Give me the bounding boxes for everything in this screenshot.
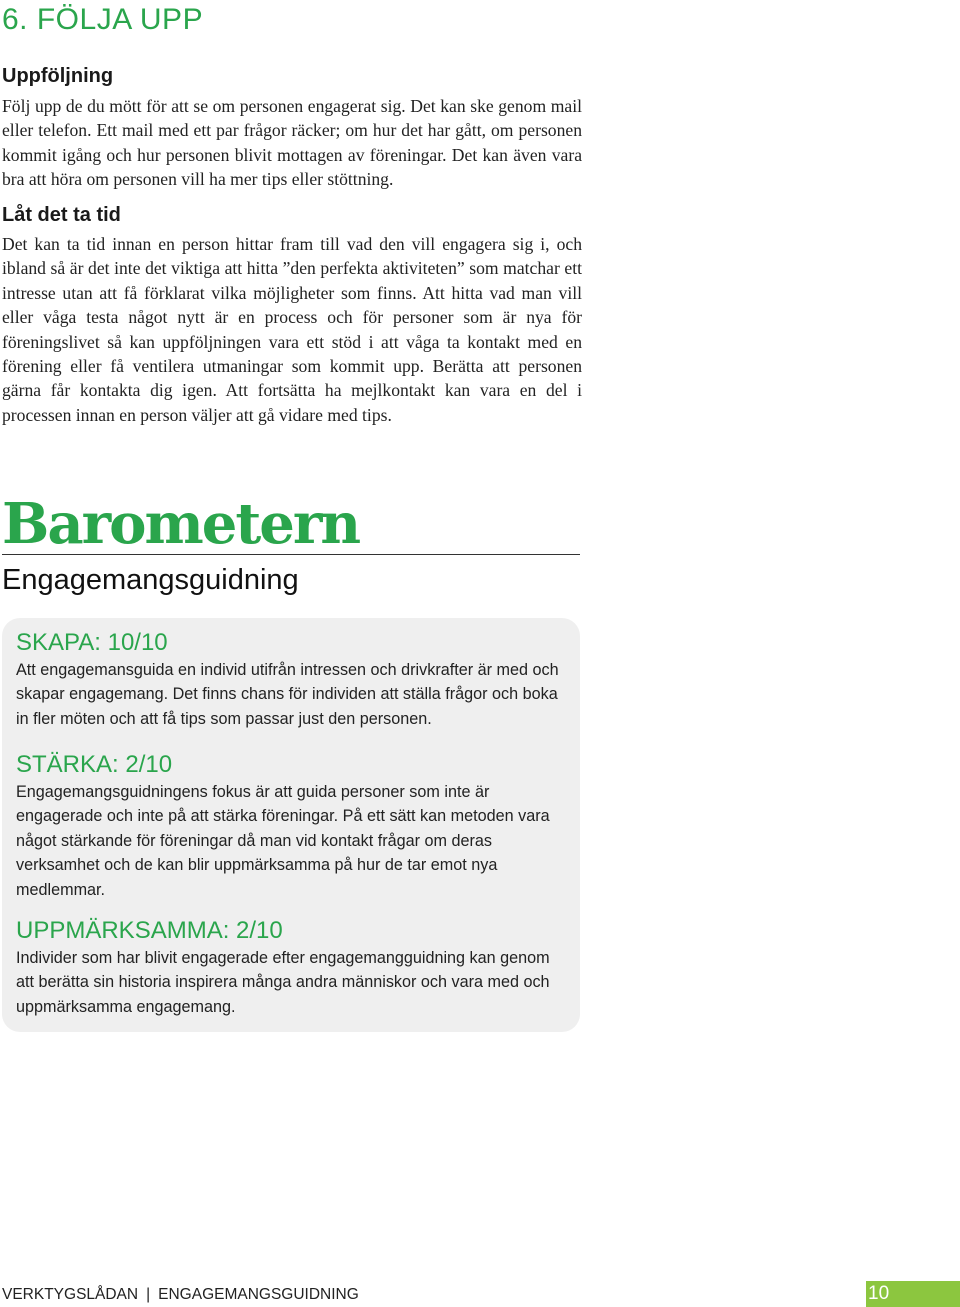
footer-left: VERKTYGSLÅDAN <box>2 1286 139 1303</box>
barometer-score-panel <box>2 618 580 1032</box>
score-text-starka: Engagemangsguidningens fokus är att guida personer som inte är engagerade och inte på att stärka föreningar. På ett sätt kan metoden vara något stärkande för föreningar då man vid kontakt frågar om deras verksamhet och de kan blir uppmärksamma på hur de tar emot nya medlemmar. <box>16 783 550 899</box>
score-heading-uppmarksamma: UPPMÄRKSAMMA: 2/10 <box>16 917 283 944</box>
paragraph-lat-det-ta-tid: Det kan ta tid innan en person hittar fram till vad den vill engagera sig i, och ibland så är det inte det viktiga att hitta ”den perfekta aktiviteten” som matchar ett intresse utan att få förklarat vilka möjligheter som finns. Att hitta vad man vill eller våga testa något nytt är en process och för personer som är nya för föreningslivet så kan uppföljningen vara ett stöd i att våga ta kontakt med en förening eller få ventilera utmaningar som kommit upp. Berätta att personen gärna får kontakta dig igen. Att fortsätta ha mejlkontakt kan vara en del i processen innan en person väljer att gå vidare med tips. <box>2 234 582 425</box>
page-number-badge: 10 <box>866 1281 960 1307</box>
barometer-divider <box>2 554 580 555</box>
score-block-skapa <box>16 628 572 731</box>
footer-label <box>2 1285 359 1305</box>
score-heading-starka: STÄRKA: 2/10 <box>16 751 173 778</box>
score-text-skapa: Att engagemansguida en individ utifrån intressen och drivkrafter är med och skapar engagemang. Det finns chans för individen att ställa frågor och boka in fler möten och att få tips som passar just den personen. <box>16 661 559 728</box>
score-heading-skapa: SKAPA: 10/10 <box>16 629 168 656</box>
score-text-uppmarksamma: Individer som har blivit engagerade efter engagemangguidning kan genom att berätta sin historia inspirera många andra människor och vara med och uppmärksamma engagemang. <box>16 949 550 1016</box>
chapter-title: 6. FÖLJA UPP <box>2 3 204 36</box>
barometer-title: Barometern <box>2 491 360 557</box>
barometer-subtitle: Engagemangsguidning <box>2 564 299 596</box>
score-block-starka <box>16 750 572 902</box>
heading-lat-det-ta-tid: Låt det ta tid <box>2 204 121 226</box>
score-block-uppmarksamma <box>16 916 572 1019</box>
heading-uppfoljning: Uppföljning <box>2 65 114 87</box>
paragraph-uppfoljning: Följ upp de du mött för att se om personen engagerat sig. Det kan ske genom mail eller telefon. Ett mail med ett par frågor räcker; om hur det har gått, om personen kommit igång och hur personen blivit mottagen av föreningar. Det kan även vara bra att höra om personen vill ha mer tips eller stöttning. <box>2 96 582 190</box>
footer-separator: | <box>146 1286 151 1303</box>
footer-right: ENGAGEMANGSGUIDNING <box>158 1286 359 1303</box>
